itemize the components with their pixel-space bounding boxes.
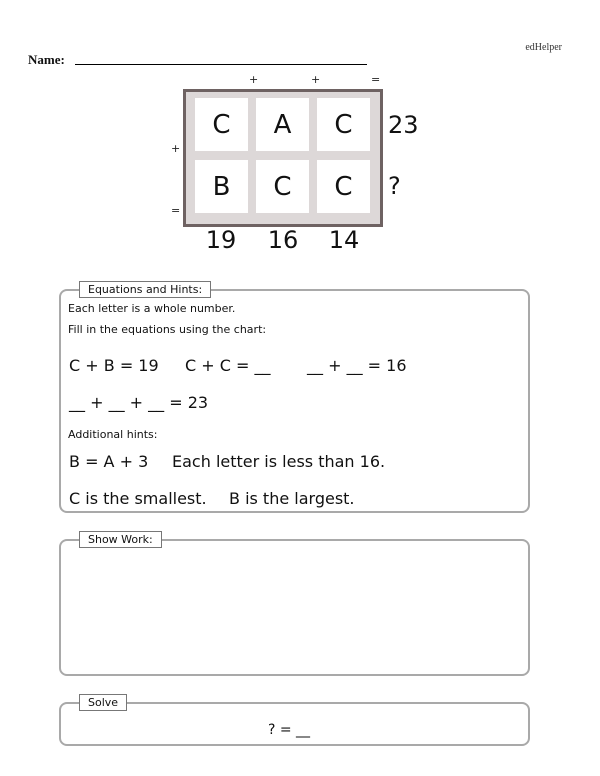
equation-4: __ + __ + __ = 23 — [69, 393, 209, 412]
show-work-legend: Show Work: — [79, 531, 162, 548]
show-work-box[interactable] — [59, 539, 530, 676]
hint-line-1: Each letter is a whole number. — [68, 302, 236, 315]
equation-2: C + C = __ — [185, 356, 271, 375]
row-sum-2: ? — [388, 172, 401, 200]
left-plus: + — [171, 142, 181, 155]
top-equals: = — [371, 73, 381, 86]
column-sum-3: 14 — [328, 226, 360, 254]
top-plus-1: + — [249, 73, 259, 86]
column-sum-2: 16 — [267, 226, 299, 254]
name-label: Name: — [28, 52, 65, 67]
cell-r1-c3: C — [317, 98, 370, 151]
hints-legend: Equations and Hints: — [79, 281, 211, 298]
left-equals: = — [171, 204, 181, 217]
hint-line-2: Fill in the equations using the chart: — [68, 323, 267, 336]
equation-1: C + B = 19 — [69, 356, 159, 375]
row-sum-1: 23 — [388, 111, 419, 139]
equation-3: __ + __ = 16 — [307, 356, 407, 375]
puzzle-grid — [183, 89, 383, 227]
cell-r2-c1: B — [195, 160, 248, 213]
solve-legend: Solve — [79, 694, 127, 711]
cell-r1-c2: A — [256, 98, 309, 151]
hint-b-equals: B = A + 3 — [69, 452, 149, 471]
cell-r1-c1: C — [195, 98, 248, 151]
solve-answer[interactable]: ? = __ — [268, 722, 311, 738]
cell-r2-c2: C — [256, 160, 309, 213]
cell-r2-c3: C — [317, 160, 370, 213]
brand-label: edHelper — [525, 42, 562, 53]
name-line[interactable] — [75, 64, 367, 65]
hint-largest: B is the largest. — [229, 489, 355, 508]
hint-smallest: C is the smallest. — [69, 489, 207, 508]
hint-less-than: Each letter is less than 16. — [172, 452, 386, 471]
additional-hints-label: Additional hints: — [68, 428, 158, 441]
top-plus-2: + — [311, 73, 321, 86]
column-sum-1: 19 — [205, 226, 237, 254]
